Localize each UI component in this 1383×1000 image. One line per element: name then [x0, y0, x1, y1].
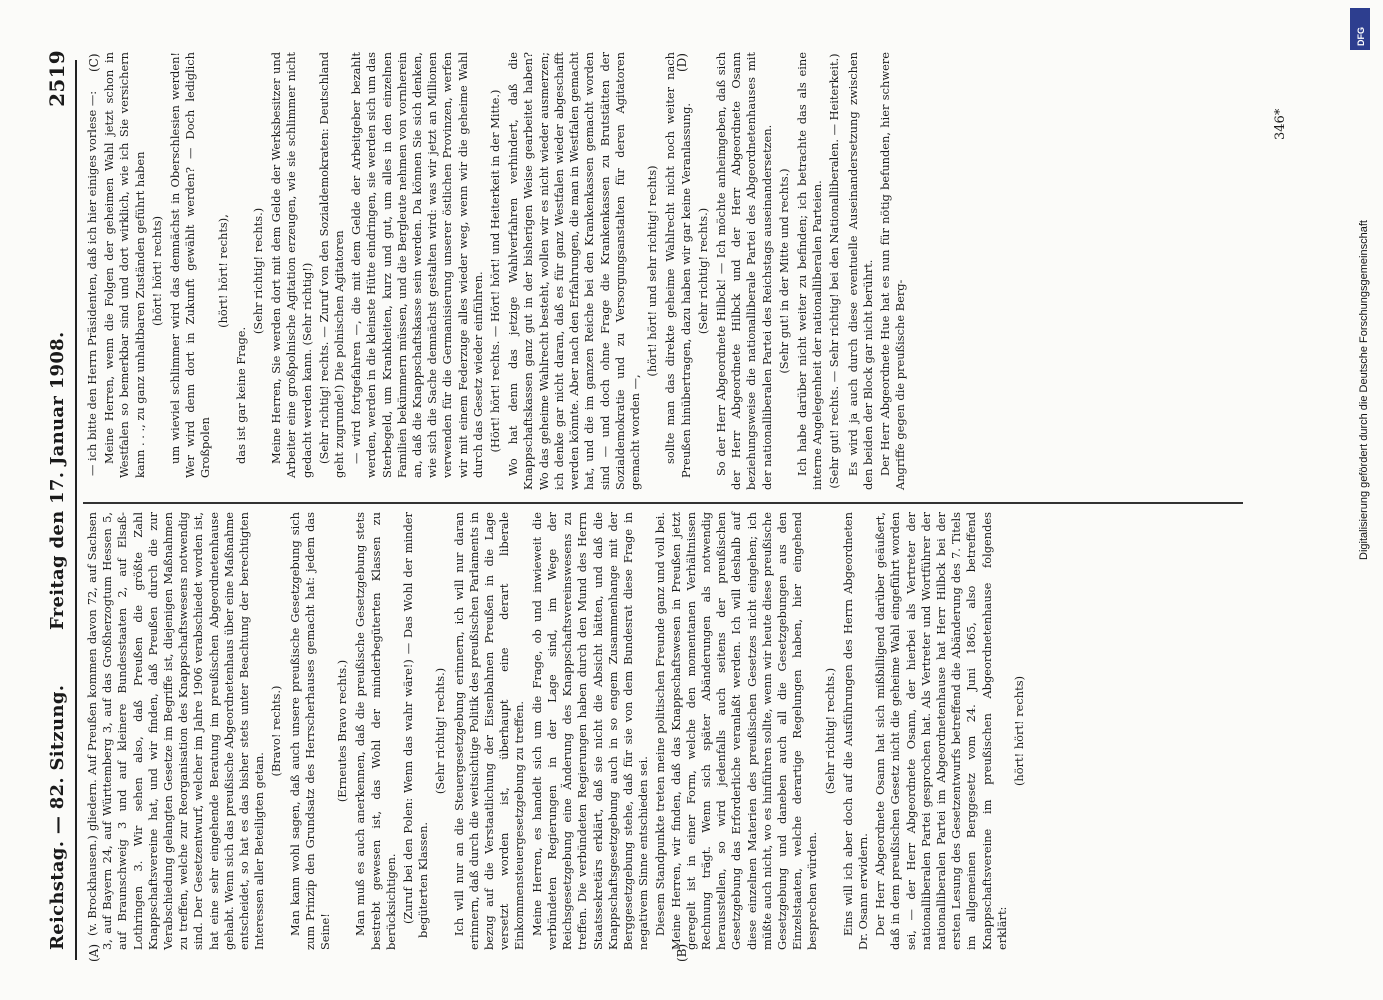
right-text-column: [85, 52, 910, 490]
text-paragraph: Wo hat denn das jetzige Wahlverfahren verhindert, daß die Knappschaftskassen ganz gut in der bisherigen Weise gearbeitet haben? Wo das geheime Wahlrecht besteht, wollen wir es nicht wieder ausmerzen; ich denke gar nicht daran, daß es für ganz Westfalen wieder abgeschafft werden könnte. Aber nach den Erfahrungen, die man in Westfalen gemacht hat, und die im ganzen Reiche bei den Krankenkassen gemacht worden sind — und doch ohne Frage die Krankenkassen zu Brutstätten der Sozialdemokratie und zu Versorgungsanstalten für deren Agitatoren gemacht worden —,: [506, 52, 642, 490]
text-paragraph: Man kann wohl sagen, daß auch unsere preußische Gesetzgebung sich zum Prinzip den Grundsatz des Herrscherhauses gemacht hat: jedem das Seine!: [287, 512, 333, 950]
text-paragraph: Ich will nur an die Steuergesetzgebung erinnern, ich will nur daran erinnern, daß durch die weitsichtige Politik des preußischen Parlaments in bezug auf die Verstaatlichung der Eisenbahnen Preußen in die Lage versetzt worden ist, überhaupt eine derart liberale Einkommensteuergesetzgebung zu treffen.: [451, 512, 527, 950]
interjection-line: (Sehr richtig! rechts.): [822, 667, 837, 795]
text-paragraph: um wieviel schlimmer wird das demnächst in Oberschlesien werden! Wer wird denn dort in Zukunft gewählt werden? — Doch lediglich Großpolen: [168, 52, 213, 478]
interjection-line: (Bravo! rechts.): [269, 685, 284, 777]
document-sheet: [35, 40, 1365, 960]
column-rule: [83, 503, 1243, 505]
text-paragraph: sollte man das direkte geheime Wahlrecht nicht noch weiter nach Preußen hinübertragen, dazu haben wir gar keine Veranlassung.: [663, 52, 693, 478]
text-paragraph: Meine Herren, es handelt sich um die Frage, ob und inwieweit die verbündeten Regierungen in der Lage sind, im Wege der Reichsgesetzgebung eine Änderung des Knappschaftsvereinswesens zu treffen. Die verbündeten Regierungen haben durch den Mund des Herrn Staatssekretärs erklärt, daß sie nicht die Absicht hätten, und daß die Knappschaftsgesetzgebung auch in so engem Zusammenhange mit der Berggesetzgebung stehe, daß für sie von dem Bundesrat diese Frage in negativem Sinne entschieden sei.: [529, 512, 651, 950]
margin-mark-d: (D): [675, 53, 689, 72]
text-paragraph: (v. Brockhausen.) gliedern. Auf Preußen kommen davon 72, auf Sachsen 3, auf Bayern 24, auf Württemberg 3, auf das Großherzogtum Hessen 5, auf Braunschweig 3 und auf kleinere Bundesstaaten 2, auf Elsaß-Lothringen 3. Wir sehen also, daß Preußen die größte Zahl Knappschaftsvereine hat, und wir finden, daß Preußen durch die zur Verabschiedung gelangten Gesetze im Begriffe ist, diejenigen Maßnahmen zu treffen, welche zur Reorganisation des Knappschaftswesens notwendig sind. Der Gesetzentwurf, welcher im Jahre 1906 verabschiedet worden ist, hat eine sehr eingehende Beratung im preußischen Abgeordnetenhause gehabt. Wenn sich das preußische Abgeordnetenhaus über eine Maßnahme entscheidet, so hat es das bisher stets unter Beachtung der berechtigten Interessen aller Beteiligten getan.: [85, 512, 267, 950]
interjection-line: (Hört! hört! rechts. — Hört! hört! und Heiterkeit in der Mitte.): [488, 89, 503, 453]
interjection-line: (Erneutes Bravo rechts.): [335, 659, 350, 803]
interjection-line: (hört! hört! rechts),: [215, 214, 230, 328]
text-paragraph: Es wird ja auch durch diese eventuelle Auseinandersetzung zwischen den beiden der Block gar nicht berührt.: [845, 52, 875, 490]
date-header: Freitag den 17. Januar 1908.: [47, 331, 68, 630]
text-paragraph: das ist gar keine Frage.: [233, 326, 248, 464]
digitization-note: Digitalisierung gefördert durch die Deutsche Forschungsgemeinschaft: [1358, 220, 1370, 560]
dfg-logo-text: DFG: [1356, 27, 1366, 46]
text-paragraph: Der Herr Abgeordnete Osann hat sich mißbilligend darüber geäußert, daß in dem preußischen Gesetz nicht die geheime Wahl eingeführt worden sei, — der Herr Abgeordnete Osann, der hierbei als Vertreter der nationalliberalen Partei gesprochen hat. Als Vertreter und Wortführer der nationalliberalen Partei im Abgeordnetenhause hat Herr Hilbck bei der ersten Lesung des Gesetzentwurfs betreffend die Abänderung des 7. Titels im allgemeinen Berggesetz vom 24. Juni 1865, also betreffend Knappschaftsvereine im preußischen Abgeordnetenhause folgendes erklärt:: [873, 512, 1009, 950]
interjection-line: (hört! hört! rechts): [149, 215, 164, 327]
text-paragraph: — ich bitte den Herrn Präsidenten, daß ich hier einiges vorlese —:: [85, 90, 99, 476]
interjection-line: (hört! hört! rechts): [1011, 675, 1026, 787]
text-paragraph: Diesem Standpunkte treten meine politischen Freunde ganz und voll bei. Meine Herren, wir finden, daß das Knappschaftswesen in Preußen jetzt geregelt ist in einer Form, welche den momentanen Verhältnissen Rechnung trägt. Wenn sich später Abänderungen als notwendig herausstellen, so wird jedenfalls auch seitens der preußischen Gesetzgebung das Erforderliche veranlaßt werden. Ich will deshalb auf diese einzelnen Materien des preußischen Gesetzes nicht eingehen; ich müßte auch nicht, wo es hinführen sollte, wenn wir heute diese preußische Gesetzgebung und daneben auch all die Gesetzgebungen aus den Einzelstaaten, welche derartige Regelungen haben, hier eingehend besprechen würden.: [653, 512, 820, 950]
interjection-line: (Sehr gut! rechts. — Sehr richtig! bei den Nationalliberalen. — Heiterkeit.): [827, 53, 842, 489]
interjection-line: (Sehr richtig! rechts.): [251, 207, 266, 335]
text-paragraph: Man muß es auch anerkennen, daß die preußische Gesetzgebung stets bestrebt gewesen ist, das Wohl der minderbegüterten Klassen zu berücksichtigen.: [353, 512, 398, 950]
text-paragraph: Meine Herren, wenn die Folgen der geheimen Wahl jetzt schon in Westfalen so bemerkbar sind und dort wirklich, wie ich Sie versichern kann . . ., zu ganz unhaltbaren Zuständen geführt haben: [102, 52, 147, 478]
header-rule: [75, 60, 77, 960]
signature-mark: 346*: [1273, 108, 1288, 140]
interjection-line: (Sehr richtig! rechts.): [433, 667, 448, 795]
text-paragraph: (Zuruf bei den Polen: Wenn das wahr wäre!) — Das Wohl der minder begüterten Klassen.: [401, 512, 431, 938]
text-paragraph: — wird fortgefahren —, die mit dem Gelde der Arbeitgeber bezahlt werden, werden in die kleinste Hütte eindringen, sie werden sich um das Sterbegeld, um Krankheiten, kurz und gut, um alles in den einzelnen Familien bekümmern müssen, und die Bergleute nehmen von vornherein an, daß die Knappschaftskasse sein werden. Da können Sie sich denken, wie sich die Sache demnächst gestalten wird: was wir jetzt an Millionen verwenden für die Germanisierung unserer östlichen Provinzen, werfen wir mit einem Federzuge alles wieder weg, wenn wir die geheime Wahl durch das Gesetz wieder einführen.: [349, 52, 485, 478]
text-paragraph: Der Herr Abgeordnete Hue hat es nun für nötig befunden, hier schwere Angriffe gegen die preußische Berg-: [877, 52, 908, 490]
text-paragraph: Eins will ich aber doch auf die Ausführungen des Herrn Abgeordneten Dr. Osann erwidern.: [840, 512, 870, 950]
interjection-line: (Sehr richtig! rechts.): [695, 207, 710, 335]
text-paragraph: So der Herr Abgeordnete Hilbck! — Ich möchte anheimgeben, daß sich der Herr Abgeordnete Hilbck und der Herr Abgeordnete Osann beziehungsweise die nationalliberale Partei des Abgeordnetenhauses mit der nationalliberalen Partei des Reichstags auseinandersetzen.: [713, 52, 774, 490]
interjection-line: (Sehr gut! in der Mitte und rechts.): [776, 168, 791, 374]
margin-mark-c: (C): [87, 53, 101, 72]
text-paragraph: (Sehr richtig! rechts. — Zuruf von den Sozialdemokraten: Deutschland geht zugrunde!) Die polnischen Agitatoren: [316, 52, 347, 478]
text-paragraph: Meine Herren, Sie werden dort mit dem Gelde der Werksbesitzer und Arbeiter eine großpolnische Agitation erzeugen, wie sie schlimmer nicht gedacht werden kann. (Sehr richtig!): [269, 52, 314, 478]
margin-mark-b: (B): [675, 943, 689, 962]
interjection-line: (hört! hört! und sehr richtig! rechts): [645, 165, 660, 377]
running-head: [41, 50, 75, 950]
page-number: 2519: [45, 50, 69, 107]
left-text-column: [85, 512, 1030, 950]
session-header: Reichstag. — 82. Sitzung.: [47, 684, 68, 950]
margin-mark-a: (A): [87, 943, 101, 962]
text-paragraph: Ich habe darüber nicht weiter zu befinden; ich betrachte das als eine interne Angelegenheit der nationalliberalen Parteien.: [794, 52, 825, 490]
